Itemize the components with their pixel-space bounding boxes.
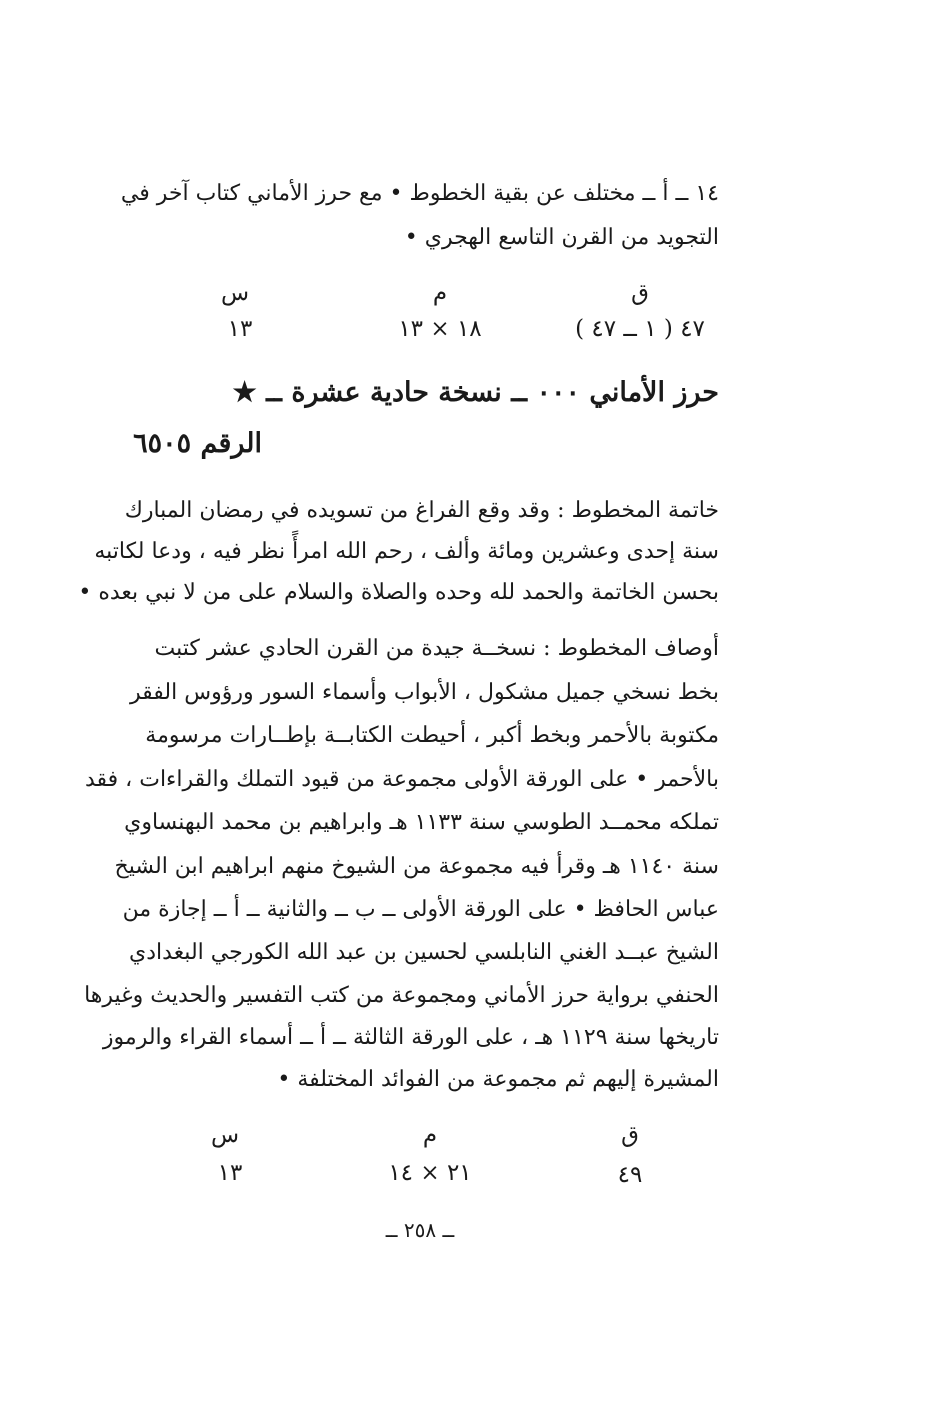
table1-s-value: ١٣ — [227, 316, 253, 342]
description-line-6: سنة ١١٤٠ هـ وقرأ فيه مجموعة من الشيوخ منهم ابراهيم ابن الشيخ — [114, 854, 719, 879]
description-line-8: الشيخ عبــد الغني النابلسي لحسين بن عبد الله الكورجي البغدادي — [129, 940, 719, 965]
table1-s-label: س — [220, 280, 250, 306]
table2-s-value: ١٣ — [217, 1160, 243, 1186]
description-line-5: تملكه محمــد الطوسي سنة ١١٣٣ هـ وابراهيم بن محمد البهنساوي — [124, 810, 719, 835]
description-line-10: تاريخها سنة ١١٢٩ هـ ، على الورقة الثالثة ــ أ ــ أسماء القراء والرموز — [102, 1025, 719, 1050]
colophon-line-3: بحسن الخاتمة والحمد لله وحده والصلاة والسلام على من لا نبي بعده • — [78, 580, 719, 605]
description-line-11: المشيرة إليهم ثم مجموعة من الفوائد المختلفة • — [277, 1067, 719, 1092]
entry-14-line-1: ١٤ ــ أ ــ مختلف عن بقية الخطوط • مع حرز الأماني كتاب آخر في — [120, 181, 719, 206]
colophon-line-1: خاتمة المخطوط : وقد وقع الفراغ من تسويده في رمضان المبارك — [124, 498, 719, 523]
page-number: ــ ٢٥٨ ــ — [385, 1218, 455, 1242]
description-line-1: أوصاف المخطوط : نسخــة جيدة من القرن الحادي عشر كتبت — [154, 636, 719, 661]
table1-q-label: ق — [631, 280, 649, 306]
table2-q-value: ٤٩ — [617, 1162, 643, 1188]
description-line-2: بخط نسخي جميل مشكول ، الأبواب وأسماء السور ورؤوس الفقر — [130, 680, 719, 705]
section-heading: حرز الأماني ٠٠٠ ــ نسخة حادية عشرة ــ ★ — [232, 377, 719, 408]
description-line-9: الحنفي برواية حرز الأماني ومجموعة من كتب التفسير والحديث وغيرها — [84, 983, 719, 1008]
table2-m-value: ٢١ × ١٤ — [388, 1160, 472, 1186]
manuscript-number: الرقم ٦٥٠٥ — [133, 428, 262, 459]
table2-s-label: س — [210, 1122, 240, 1148]
table2-q-label: ق — [621, 1122, 639, 1148]
entry-14-line-2: التجويد من القرن التاسع الهجري • — [404, 225, 719, 250]
table1-m-label: م — [432, 280, 448, 306]
table1-m-value: ١٨ × ١٣ — [398, 316, 482, 342]
description-line-7: عباس الحافظ • على الورقة الأولى ــ ب ــ والثانية ــ أ ــ إجازة من — [122, 897, 719, 922]
description-line-3: مكتوبة بالأحمر وبخط أكبر ، أحيطت الكتابــة بإطــارات مرسومة — [145, 723, 719, 748]
table2-m-label: م — [422, 1122, 438, 1148]
colophon-line-2: سنة إحدى وعشرين ومائة وألف ، رحم الله امرأً نظر فيه ، ودعا لكاتبه — [94, 539, 719, 564]
table1-q-value: ٤٧ ( ١ ــ ٤٧ ) — [575, 316, 705, 342]
description-line-4: بالأحمر • على الورقة الأولى مجموعة من قيود التملك والقراءات ، فقد — [84, 767, 719, 792]
